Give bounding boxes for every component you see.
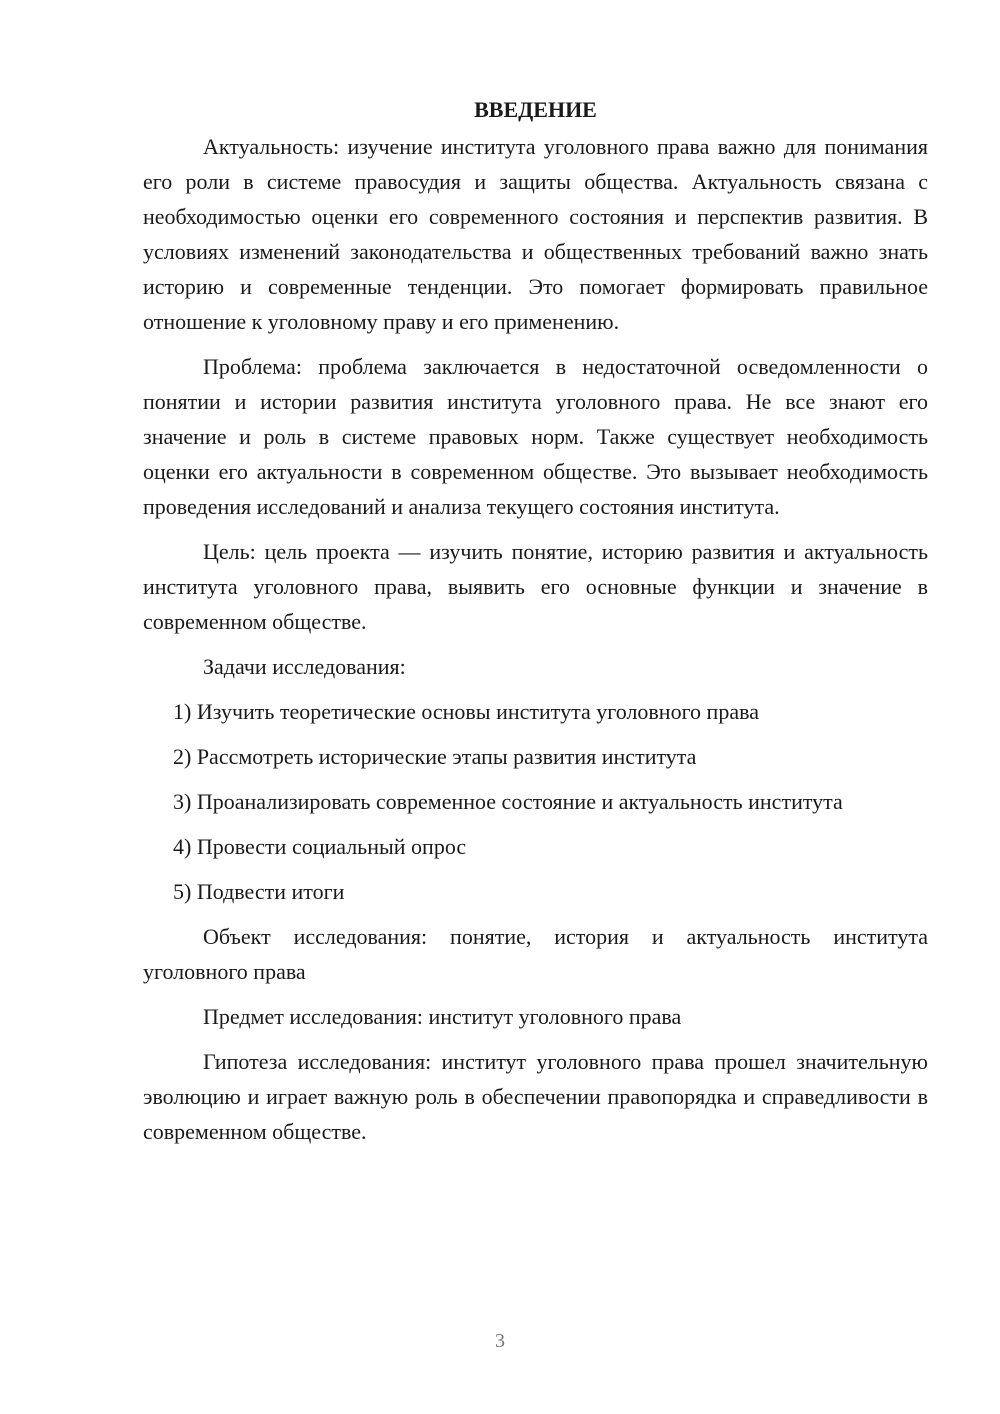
task-item: 2) Рассмотреть исторические этапы развития института bbox=[173, 744, 697, 769]
task-item: 3) Проанализировать современное состояние и актуальность института bbox=[173, 789, 843, 814]
object-paragraph: Объект исследования: понятие, история и актуальность института уголовного права bbox=[143, 924, 928, 984]
document-page bbox=[143, 92, 928, 1159]
relevance-paragraph: Актуальность: изучение института уголовного права важно для понимания его роли в системе правосудия и защиты общества. Актуальность связана с необходимостью оценки его современного состояния и перспектив развития. В условиях изменений законодательства и общественных требований важно знать историю и современные тенденции. Это помогает формировать правильное отношение к уголовному праву и его применению. bbox=[143, 134, 928, 334]
task-item: 4) Провести социальный опрос bbox=[173, 834, 467, 859]
task-item: 1) Изучить теоретические основы института уголовного права bbox=[173, 699, 759, 724]
subject-paragraph: Предмет исследования: институт уголовного права bbox=[203, 1004, 682, 1029]
page-number: 3 bbox=[495, 1330, 505, 1352]
section-title: ВВЕДЕНИЕ bbox=[474, 97, 597, 122]
goal-paragraph: Цель: цель проекта — изучить понятие, историю развития и актуальность института уголовного права, выявить его основные функции и значение в современном обществе. bbox=[143, 539, 928, 634]
hypothesis-paragraph: Гипотеза исследования: институт уголовного права прошел значительную эволюцию и играет важную роль в обеспечении правопорядка и справедливости в современном обществе. bbox=[143, 1049, 928, 1144]
problem-paragraph: Проблема: проблема заключается в недостаточной осведомленности о понятии и истории развития института уголовного права. Не все знают его значение и роль в системе правовых норм. Также существует необходимость оценки его актуальности в современном обществе. Это вызывает необходимость проведения исследований и анализа текущего состояния института. bbox=[143, 354, 928, 519]
tasks-heading: Задачи исследования: bbox=[203, 654, 406, 679]
task-item: 5) Подвести итоги bbox=[173, 879, 345, 904]
